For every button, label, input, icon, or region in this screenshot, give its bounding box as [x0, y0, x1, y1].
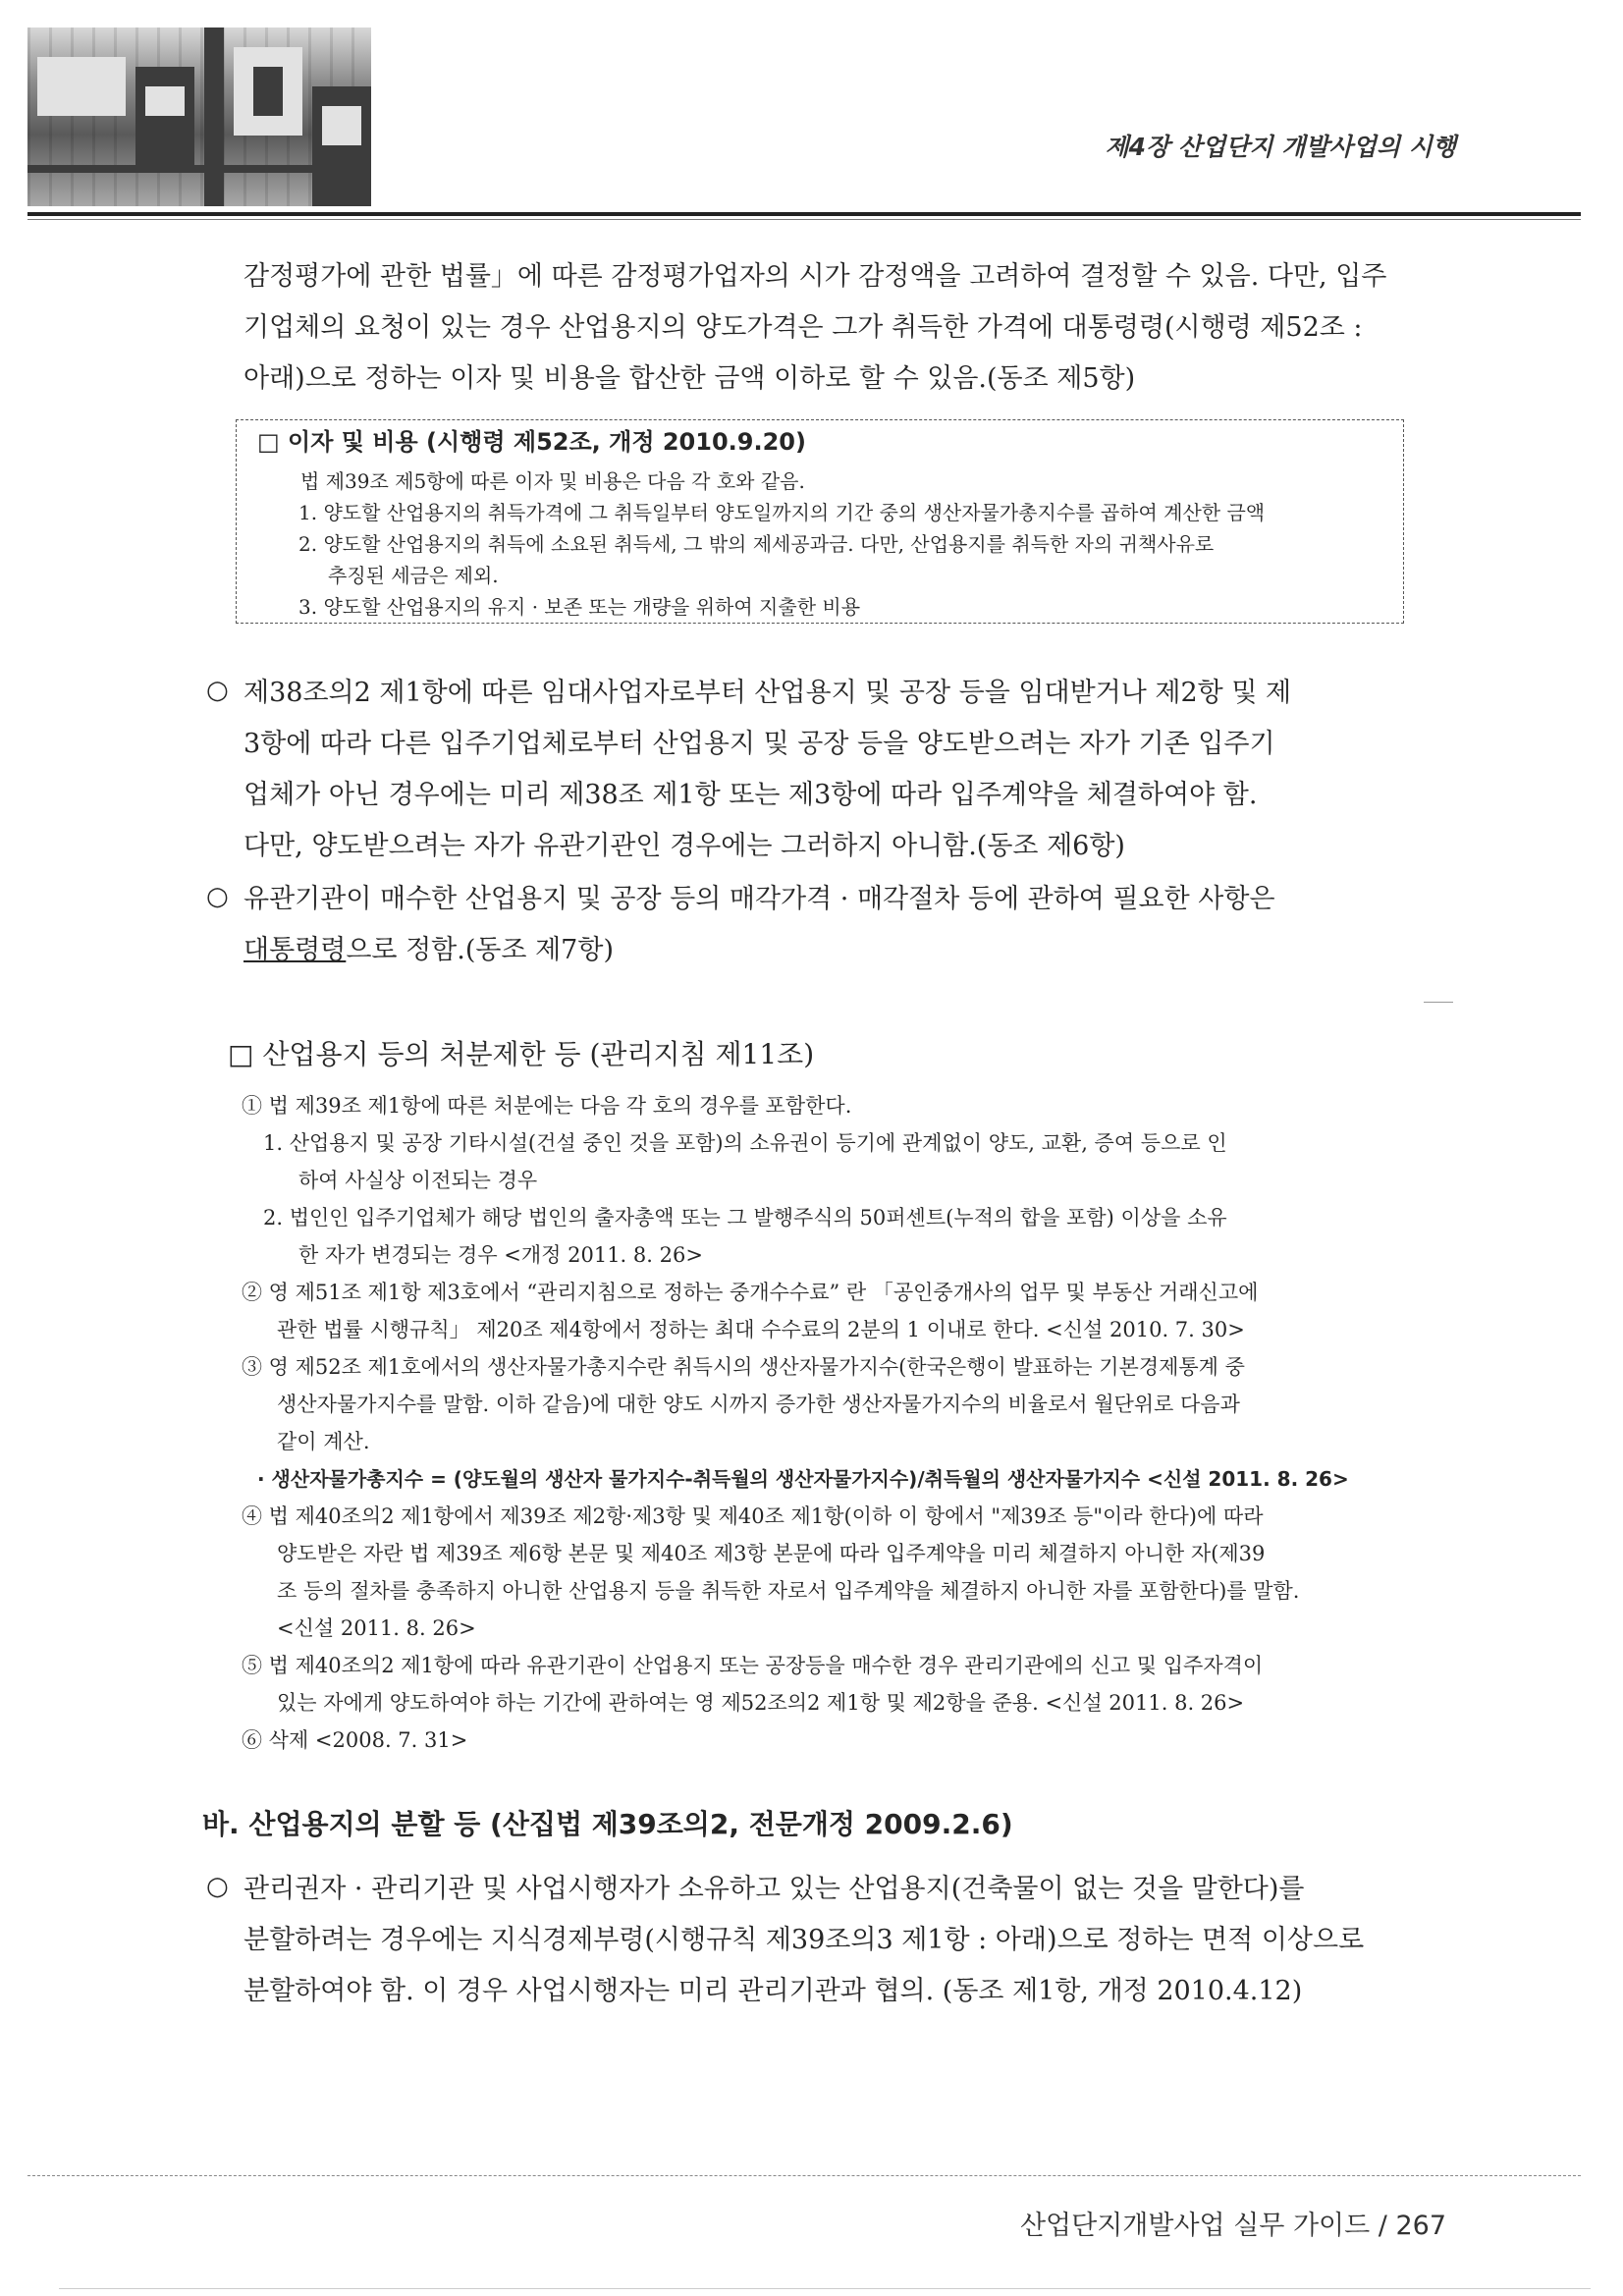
intro-line: 아래)으로 정하는 이자 및 비용을 합산한 금액 이하로 할 수 있음.(동조 제5항)	[243, 363, 1136, 394]
bullet-line	[243, 925, 1422, 976]
bullet-line: 다만, 양도받으려는 자가 유관기관인 경우에는 그러하지 아니함.(동조 제6항)	[243, 831, 1125, 861]
intro-paragraph	[243, 251, 1422, 405]
rule-line: 같이 계산.	[277, 1430, 370, 1453]
box-line: 법 제39조 제5항에 따른 이자 및 비용은 다음 각 호와 같음.	[300, 469, 805, 493]
scan-edge	[59, 2288, 1591, 2289]
section-title: □ 산업용지 등의 처분제한 등 (관리지침 제11조)	[228, 1038, 815, 1070]
bullet-paragraph	[243, 874, 1422, 976]
rule-line: ⑤ 법 제40조의2 제1항에 따라 유관기관이 산업용지 또는 공장등을 매수한 경우 관리기관에의 신고 및 입주자격이	[242, 1654, 1264, 1677]
box-line: 추징된 세금은 제외.	[328, 564, 499, 587]
rule-line: ① 법 제39조 제1항에 따른 처분에는 다음 각 호의 경우를 포함한다.	[242, 1094, 852, 1118]
box-line: 1. 양도할 산업용지의 취득가격에 그 취득일부터 양도일까지의 기간 중의 생산자물가총지수를 곱하여 계산한 금액	[298, 501, 1266, 524]
bullet-line: 3항에 따라 다른 입주기업체로부터 산업용지 및 공장 등을 양도받으려는 자가 기존 입주기	[243, 729, 1275, 759]
bullet-line: 유관기관이 매수한 산업용지 및 공장 등의 매각가격 · 매각절차 등에 관하여 필요한 사항은	[243, 884, 1275, 914]
rule-line: ④ 법 제40조의2 제1항에서 제39조 제2항·제3항 및 제40조 제1항(이하 이 항에서 "제39조 등"이라 한다)에 따라	[242, 1504, 1264, 1528]
bullet-symbol: ○	[206, 676, 229, 705]
chapter-title: 제4장 산업단지 개발사업의 시행	[1105, 133, 1456, 161]
rule-line: 관한 법률 시행규칙」 제20조 제4항에서 정하는 최대 수수료의 2분의 1 이내로 한다. <신설 2010. 7. 30>	[277, 1318, 1245, 1341]
bullet-line: 분할하려는 경우에는 지식경제부령(시행규칙 제39조의3 제1항 : 아래)으로 정하는 면적 이상으로	[243, 1925, 1365, 1955]
bullet-line-rest: 으로 정함.(동조 제7항)	[346, 935, 614, 965]
scan-mark	[1424, 1002, 1453, 1003]
rule-line: 조 등의 절차를 충족하지 아니한 산업용지 등을 취득한 자로서 입주계약을 체결하지 아니한 자를 포함한다)를 말함.	[277, 1579, 1300, 1603]
header-photo	[27, 27, 371, 206]
bullet-symbol: ○	[206, 1872, 229, 1901]
box-line: 2. 양도할 산업용지의 취득에 소요된 취득세, 그 밖의 제세공과금. 다만, 산업용지를 취득한 자의 귀책사유로	[298, 532, 1215, 556]
bullet-symbol: ○	[206, 882, 229, 911]
bullet-paragraph	[243, 668, 1422, 872]
rule-line: 2. 법인인 입주기업체가 해당 법인의 출자총액 또는 그 발행주식의 50퍼센트(누적의 합을 포함) 이상을 소유	[263, 1206, 1227, 1230]
header-rule-thin	[27, 219, 1581, 220]
bullet-line: 업체가 아닌 경우에는 미리 제38조 제1항 또는 제3항에 따라 입주계약을 체결하여야 함.	[243, 780, 1258, 810]
footer-rule	[27, 2175, 1581, 2177]
header-rule	[27, 212, 1581, 216]
rule-line: 양도받은 자란 법 제39조 제6항 본문 및 제40조 제3항 본문에 따라 입주계약을 미리 체결하지 아니한 자(제39	[277, 1542, 1266, 1565]
bullet-line: 제38조의2 제1항에 따른 임대사업자로부터 산업용지 및 공장 등을 임대받거나 제2항 및 제	[243, 678, 1292, 708]
box-title: □ 이자 및 비용 (시행령 제52조, 개정 2010.9.20)	[257, 428, 806, 456]
bullet-line: 관리권자 · 관리기관 및 사업시행자가 소유하고 있는 산업용지(건축물이 없는 것을 말한다)를	[243, 1874, 1305, 1904]
rule-line: ② 영 제51조 제1항 제3호에서 “관리지침으로 정하는 중개수수료” 란 「공인중개사의 업무 및 부동산 거래신고에	[242, 1281, 1259, 1304]
rule-line: <신설 2011. 8. 26>	[277, 1616, 476, 1640]
rule-line: 있는 자에게 양도하여야 하는 기간에 관하여는 영 제52조의2 제1항 및 제2항을 준용. <신설 2011. 8. 26>	[277, 1691, 1245, 1715]
underlined-term: 대통령령	[243, 935, 347, 965]
intro-line: 감정평가에 관한 법률」에 따른 감정평가업자의 시가 감정액을 고려하여 결정할 수 있음. 다만, 입주	[243, 261, 1387, 292]
rule-line: ⑥ 삭제 <2008. 7. 31>	[242, 1728, 468, 1752]
rule-line: 하여 사실상 이전되는 경우	[298, 1169, 538, 1192]
rule-line: 1. 산업용지 및 공장 기타시설(건설 중인 것을 포함)의 소유권이 등기에 관계없이 양도, 교환, 증여 등으로 인	[263, 1131, 1227, 1155]
rule-line: 생산자물가지수를 말함. 이하 같음)에 대한 양도 시까지 증가한 생산자물가지수의 비율로서 월단위로 다음과	[277, 1393, 1240, 1416]
rule-line: 한 자가 변경되는 경우 <개정 2011. 8. 26>	[298, 1243, 703, 1267]
formula-line: · 생산자물가총지수 = (양도월의 생산자 물가지수-취득월의 생산자물가지수)/취득월의 생산자물가지수 <신설 2011. 8. 26>	[257, 1467, 1349, 1491]
section-heading: 바. 산업용지의 분할 등 (산집법 제39조의2, 전문개정 2009.2.6)	[202, 1808, 1013, 1840]
rule-line: ③ 영 제52조 제1호에서의 생산자물가총지수란 취득시의 생산자물가지수(한국은행이 발표하는 기본경제통계 중	[242, 1355, 1245, 1379]
footer-page-label: 산업단지개발사업 실무 가이드 / 267	[1019, 2211, 1446, 2241]
bullet-paragraph	[243, 1864, 1422, 2017]
bullet-line: 분할하여야 함. 이 경우 사업시행자는 미리 관리기관과 협의. (동조 제1항, 개정 2010.4.12)	[243, 1976, 1303, 2006]
box-line: 3. 양도할 산업용지의 유지 · 보존 또는 개량을 위하여 지출한 비용	[298, 595, 861, 619]
intro-line: 기업체의 요청이 있는 경우 산업용지의 양도가격은 그가 취득한 가격에 대통령령(시행령 제52조 :	[243, 312, 1363, 343]
